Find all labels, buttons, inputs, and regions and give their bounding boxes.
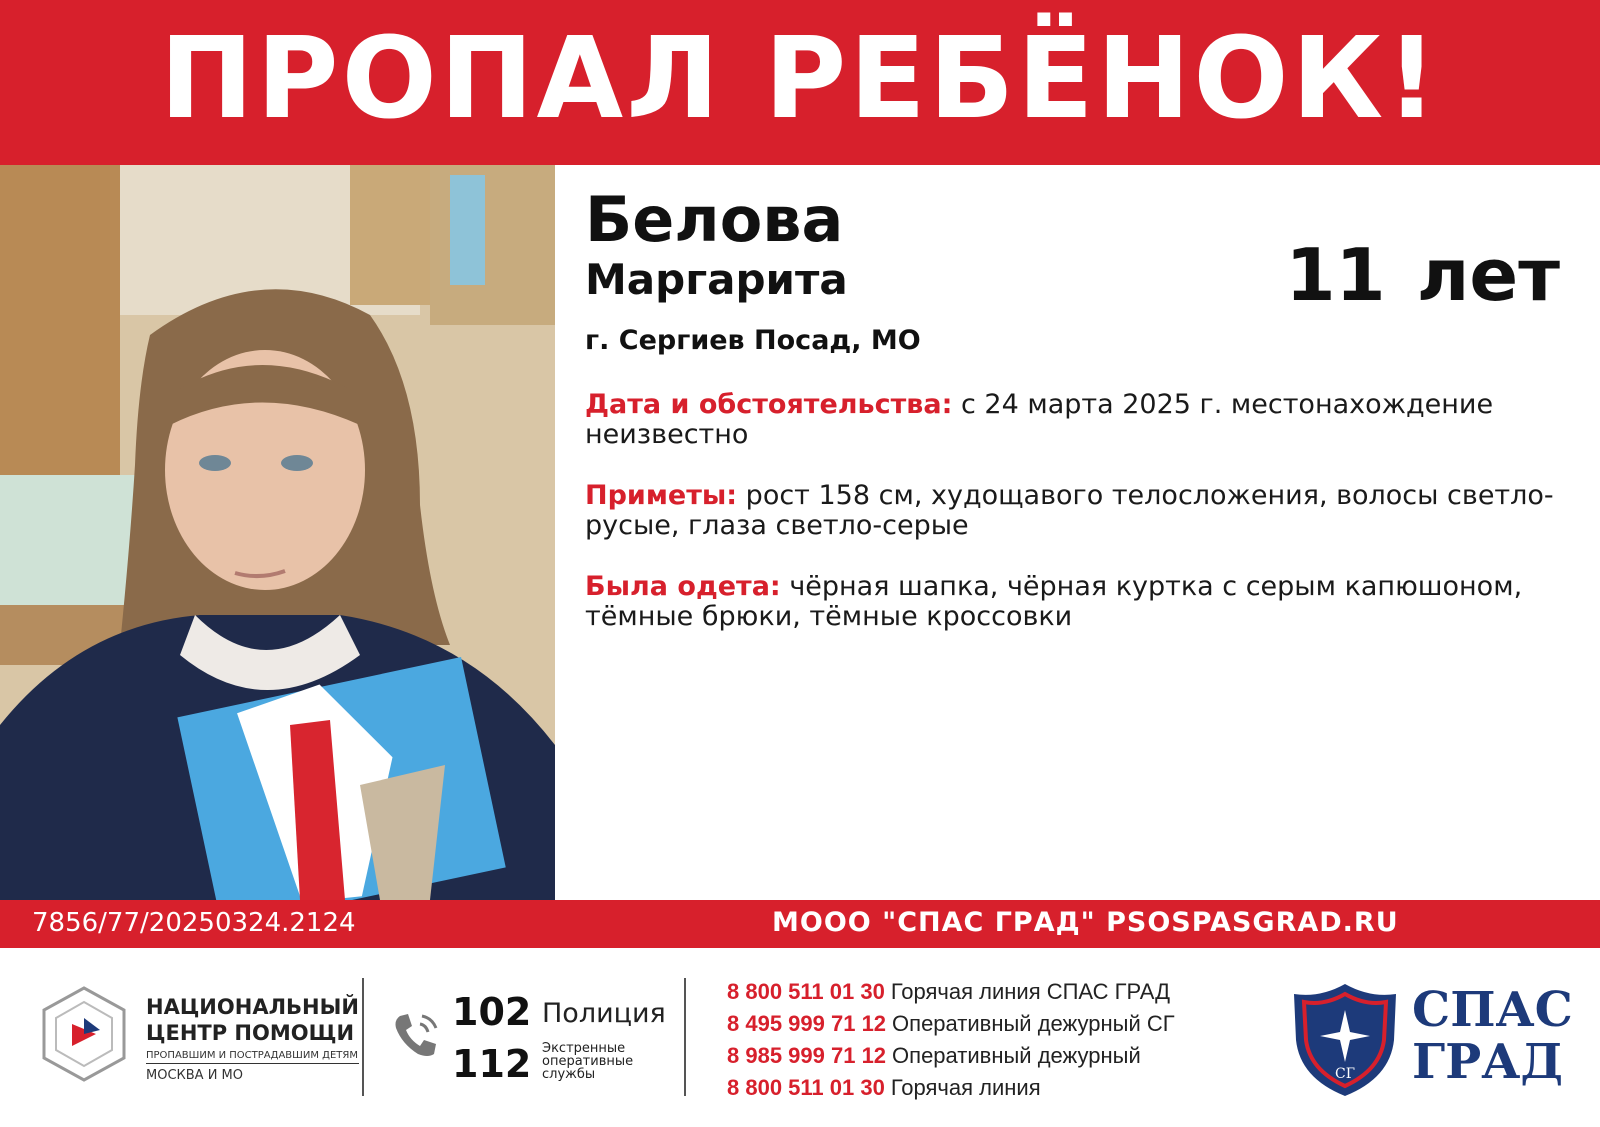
appearance-block <box>585 481 1555 541</box>
ncp-text <box>146 994 359 1083</box>
hotline-item[interactable]: 8 800 511 01 30 Горячая линия СПАС ГРАД <box>727 979 1171 1004</box>
spas-grad-line2: ГРАД <box>1412 1034 1564 1090</box>
footer-divider <box>362 978 364 1096</box>
info-panel <box>555 165 1600 900</box>
info-bar <box>0 900 1600 948</box>
circumstances-block <box>585 390 1555 450</box>
hotline-list <box>727 976 1175 1104</box>
ncp-region: МОСКВА И МО <box>146 1068 244 1083</box>
child-photo-illustration <box>0 165 555 900</box>
clothing-text: чёрная шапка, чёрная куртка с серым капюшоном, тёмные брюки, тёмные кроссовки <box>585 571 1523 632</box>
ncp-title-line2: ЦЕНТР ПОМОЩИ <box>146 1021 355 1045</box>
clothing-label: Была одета: <box>585 571 781 602</box>
ncp-logo-icon <box>38 984 130 1084</box>
poster-title: ПРОПАЛ РЕБЁНОК! <box>159 13 1441 144</box>
police-label: Полиция <box>542 998 666 1029</box>
spas-grad-line1: СПАС <box>1412 982 1573 1038</box>
phone-icon <box>392 1010 440 1060</box>
shield-text: СГ <box>1335 1066 1355 1082</box>
emergency-number[interactable]: 112 <box>452 1042 532 1086</box>
circumstances-text: с 24 марта 2025 г. местонахождение неизвестно <box>585 389 1494 450</box>
child-photo <box>0 165 555 900</box>
hotline-item[interactable]: 8 800 511 01 30 Горячая линия <box>727 1075 1041 1100</box>
organization-website[interactable]: МООО "СПАС ГРАД" PSOSPASGRAD.RU <box>772 907 1399 938</box>
child-age: 11 лет <box>1285 233 1560 317</box>
emergency-label: Экстренные оперативные службы <box>542 1041 634 1082</box>
ncp-subtitle: ПРОПАВШИМ И ПОСТРАДАВШИМ ДЕТЯМ <box>146 1050 359 1064</box>
appearance-text: рост 158 см, худощавого телосложения, волосы светло-русые, глаза светло-серые <box>585 480 1554 541</box>
ncp-title-line1: НАЦИОНАЛЬНЫЙ <box>146 995 359 1019</box>
footer <box>0 948 1600 1127</box>
child-city: г. Сергиев Посад, МО <box>585 325 921 356</box>
child-first-name: Маргарита <box>585 255 848 304</box>
footer-divider <box>684 978 686 1096</box>
child-surname: Белова <box>585 183 844 256</box>
clothing-block <box>585 572 1555 632</box>
poster-header <box>0 0 1600 165</box>
registration-number: 7856/77/20250324.2124 <box>32 908 356 938</box>
spas-grad-shield-icon <box>1290 980 1400 1100</box>
police-number[interactable]: 102 <box>452 990 532 1034</box>
hotline-item[interactable]: 8 985 999 71 12 Оперативный дежурный <box>727 1043 1141 1068</box>
hotline-item[interactable]: 8 495 999 71 12 Оперативный дежурный СГ <box>727 1011 1175 1036</box>
appearance-label: Приметы: <box>585 480 738 511</box>
circumstances-label: Дата и обстоятельства: <box>585 389 953 420</box>
spas-grad-wordmark <box>1412 984 1573 1088</box>
